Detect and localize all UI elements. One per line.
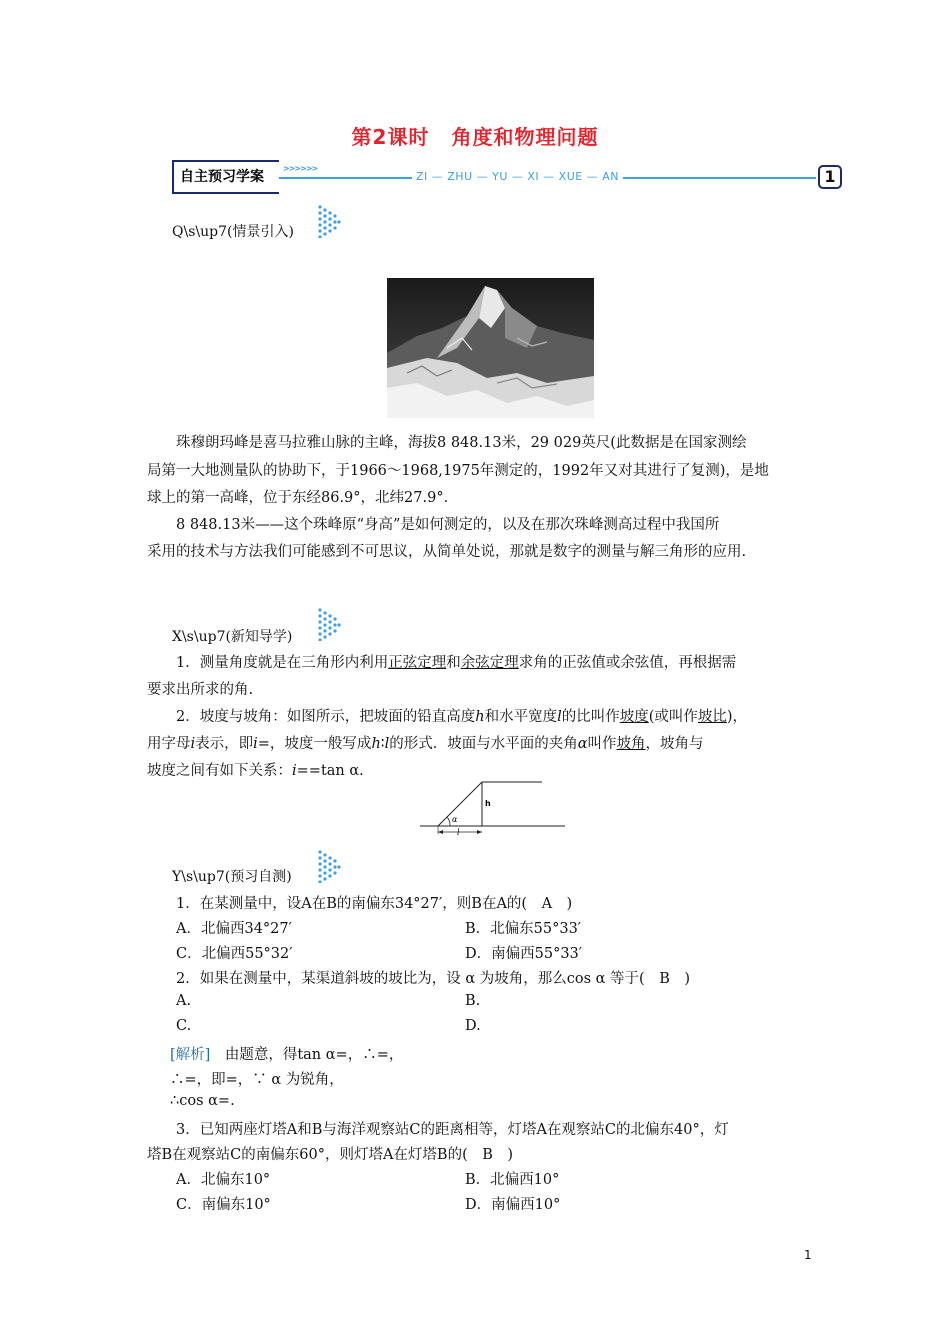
q1-option-c: C．北偏西55°32′: [176, 946, 293, 962]
triangle-arrow-icon: [317, 204, 341, 242]
triangle-arrow-icon: [317, 607, 341, 645]
k2-text-e: )，: [726, 709, 748, 725]
q1-option-d: D．南偏西55°33′: [465, 946, 583, 962]
k2-l2-b: 表示，即: [195, 736, 254, 752]
section-selftest-label: Y\s\up7(预习自测): [172, 869, 292, 885]
page-number: 1: [804, 1248, 812, 1262]
k2-var-l2: l: [384, 736, 390, 752]
q2-option-d: D.: [465, 1018, 481, 1034]
intro-p1-line3: 球上的第一高峰，位于东经86.9°，北纬27.9°.: [147, 490, 449, 506]
k2-term-ratio: 坡比: [697, 709, 727, 725]
knowledge-item-2-line3: [147, 759, 364, 780]
intro-p2-line1: 8 848.13米——这个珠峰原“身高”是如何测定的，以及在那次珠峰测高过程中我国所: [176, 517, 720, 533]
analysis-tag: [解析]: [170, 1047, 211, 1063]
section-intro-label: Q\s\up7(情景引入): [172, 224, 294, 240]
k2-l2-a: 用字母: [147, 736, 191, 752]
question-1: 1．在某测量中，设A在B的南偏东34°27′，则B在A的( A ): [176, 896, 573, 912]
k2-text-b: 和水平宽度: [484, 709, 558, 725]
q1-option-b: B．北偏东55°33′: [465, 921, 582, 937]
lesson-topic: 角度和物理问题: [451, 125, 599, 149]
banner-tag: 自主预习学案: [172, 160, 279, 194]
k2-text-a: 2．坡度与坡角：如图所示，把坡面的铅直高度: [176, 709, 476, 725]
intro-p2-line2: 采用的技术与方法我们可能感到不可思议，从简单处说，那就是数字的测量与解三角形的应用.: [147, 544, 747, 560]
fig-label-h: h: [485, 799, 491, 808]
q3-option-a: A．北偏东10°: [176, 1172, 271, 1188]
question-3-line2: 塔B在观察站C的南偏东60°，则灯塔A在灯塔B的( B ): [147, 1147, 514, 1163]
section-banner: [172, 160, 842, 196]
knowledge-item-2: [176, 705, 747, 726]
k2-l3-b: ==tan α.: [296, 763, 364, 779]
k2-l2-f: 叫作: [587, 736, 617, 752]
k2-var-i3: i: [292, 763, 297, 779]
lesson-number: 第2课时: [351, 125, 430, 149]
k1-term-sine: 正弦定理: [388, 655, 447, 671]
k2-var-h2: h: [371, 736, 381, 752]
knowledge-item-1: [176, 651, 736, 672]
k2-var-i: i: [190, 736, 196, 752]
k2-l2-d: ∶: [380, 736, 385, 752]
k2-var-h: h: [475, 709, 485, 725]
k2-var-l: l: [557, 709, 562, 725]
k1-term-cosine: 余弦定理: [460, 655, 519, 671]
k2-var-i2: i: [253, 736, 258, 752]
banner-number: 1: [818, 165, 842, 189]
q2-option-a: A.: [176, 993, 192, 1009]
k2-text-d: (或叫作: [648, 709, 698, 725]
triangle-arrow-icon: [317, 849, 341, 887]
k2-var-alpha: α: [577, 736, 588, 752]
k2-l3-a: 坡度之间有如下关系：: [147, 763, 292, 779]
question-3-line1: 3．已知两座灯塔A和B与海洋观察站C的距离相等，灯塔A在观察站C的北偏东40°，灯: [176, 1122, 729, 1138]
banner-pinyin: ZI — ZHU — YU — XI — XUE — AN: [412, 170, 623, 183]
page-title: [0, 121, 950, 150]
question-2: 2．如果在测量中，某渠道斜坡的坡比为，设 α 为坡角，那么cos α 等于( B ): [176, 971, 691, 987]
k2-term-slope: 坡度: [619, 709, 649, 725]
q2-solution-line2: ∴=，即=，∵ α 为锐角，: [170, 1072, 344, 1088]
k2-l2-g: ，坡角与: [645, 736, 704, 752]
section-heading-knowledge: [172, 626, 292, 646]
q2-option-b: B.: [465, 993, 481, 1009]
knowledge-item-2-line2: [147, 732, 704, 753]
q3-option-c: C．南偏东10°: [176, 1197, 271, 1213]
fig-label-alpha: α: [452, 815, 458, 824]
q3-option-d: D．南偏西10°: [465, 1197, 561, 1213]
banner-arrows: >>>>>>: [283, 164, 318, 173]
q2-solution-line1: [170, 1043, 403, 1064]
k2-l2-e: 的形式．坡面与水平面的夹角: [389, 736, 578, 752]
intro-p1-line2: 局第一大地测量队的协助下，于1966～1968,1975年测定的，1992年又对其进行了复测)，是地: [147, 463, 769, 479]
fig-label-l: l: [457, 828, 460, 836]
q2-solution-line3: ∴cos α=.: [170, 1093, 235, 1109]
knowledge-item-1-line2: 要求出所求的角.: [147, 682, 254, 698]
mountain-photo: [387, 278, 594, 418]
k2-term-angle: 坡角: [616, 736, 646, 752]
slope-diagram: [420, 776, 565, 836]
intro-p1-line1: 珠穆朗玛峰是喜马拉雅山脉的主峰，海拔8 848.13米，29 029英尺(此数据是在国家测绘: [176, 435, 747, 451]
q2-sol1: 由题意，得tan α=，∴=，: [210, 1047, 404, 1063]
section-heading-intro: [172, 221, 294, 241]
k1-text-a: 1．测量角度就是在三角形内利用: [176, 655, 389, 671]
q2-option-c: C.: [176, 1018, 192, 1034]
q1-option-a: A．北偏西34°27′: [176, 921, 292, 937]
section-heading-selftest: [172, 866, 292, 886]
k1-text-b: 和: [446, 655, 461, 671]
k2-text-c: 的比叫作: [561, 709, 620, 725]
section-knowledge-label: X\s\up7(新知导学): [172, 629, 293, 645]
k2-l2-c: =，坡度一般写成: [257, 736, 372, 752]
k1-text-c: 求角的正弦值或余弦值，再根据需: [518, 655, 737, 671]
q3-option-b: B．北偏西10°: [465, 1172, 560, 1188]
